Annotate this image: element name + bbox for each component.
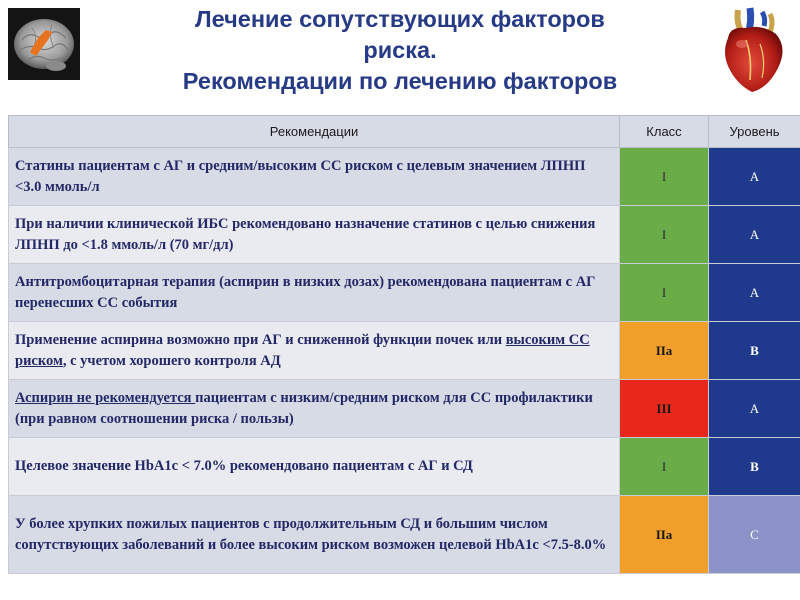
table-row [9,380,800,438]
recommendation-text: Применение аспирина возможно при АГ и сниженной функции почек или [15,331,506,348]
level-cell: C [709,496,800,574]
header-level: Уровень [709,116,800,148]
table-header-row [9,116,800,148]
level-cell: A [709,264,800,322]
level-cell: B [709,438,800,496]
level-cell: B [709,322,800,380]
title-line-2: риска. [363,37,437,63]
class-cell: I [620,206,709,264]
class-cell: III [620,380,709,438]
header-class: Класс [620,116,709,148]
recommendation-text: При наличии клинической ИБС рекомендовано назначение статинов с целью снижения ЛПНП до <1.8 ммоль/л (70 мг/дл) [15,215,596,253]
table-body [9,148,800,574]
table-row [9,206,800,264]
recommendation-cell [9,206,620,264]
level-cell: A [709,380,800,438]
class-cell: I [620,148,709,206]
class-cell: IIa [620,496,709,574]
recommendation-text: У более хрупких пожилых пациентов с продолжительным СД и большим числом сопутствующих заболеваний и более высоким риском возможен целевой HbA1c <7.5-8.0% [15,515,607,553]
table-row [9,148,800,206]
level-cell: A [709,206,800,264]
recommendation-cell [9,322,620,380]
recommendation-cell [9,496,620,574]
recommendations-table [8,115,800,574]
recommendation-text: Статины пациентам с АГ и средним/высоким СС риском с целевым значением ЛПНП <3.0 ммоль/л [15,157,586,195]
recommendation-text: Аспирин не рекомендуется [15,389,196,406]
slide-header [0,0,800,112]
recommendation-text: пациентам с низким/средним риском для СС профилактики (при равном соотношении риска / пользы [15,389,593,427]
class-cell: IIa [620,322,709,380]
header-recommendation: Рекомендации [9,116,620,148]
recommendation-cell [9,148,620,206]
recommendation-text: , с учетом хорошего контроля АД [62,352,281,369]
table-row [9,264,800,322]
slide-title [100,4,700,97]
recommendation-cell [9,438,620,496]
brain-image [8,8,80,80]
title-line-1: Лечение сопутствующих факторов [195,6,605,32]
heart-image [716,4,792,94]
recommendations-table-wrap [8,115,800,574]
class-cell: I [620,438,709,496]
recommendation-text: Целевое значение HbA1c < 7.0% рекомендовано пациентам с АГ и СД [15,458,473,474]
recommendation-cell [9,264,620,322]
table-row [9,496,800,574]
title-line-3: Рекомендации по лечению факторов [182,68,618,94]
level-cell: A [709,148,800,206]
recommendation-text: ) [288,410,294,427]
table-row [9,322,800,380]
recommendation-text: высоким СС риском [15,331,590,369]
recommendation-text: Антитромбоцитарная терапия (аспирин в низких дозах) рекомендована пациентам с АГ перенесших СС события [15,273,596,311]
recommendation-cell [9,380,620,438]
class-cell: I [620,264,709,322]
table-row [9,438,800,496]
